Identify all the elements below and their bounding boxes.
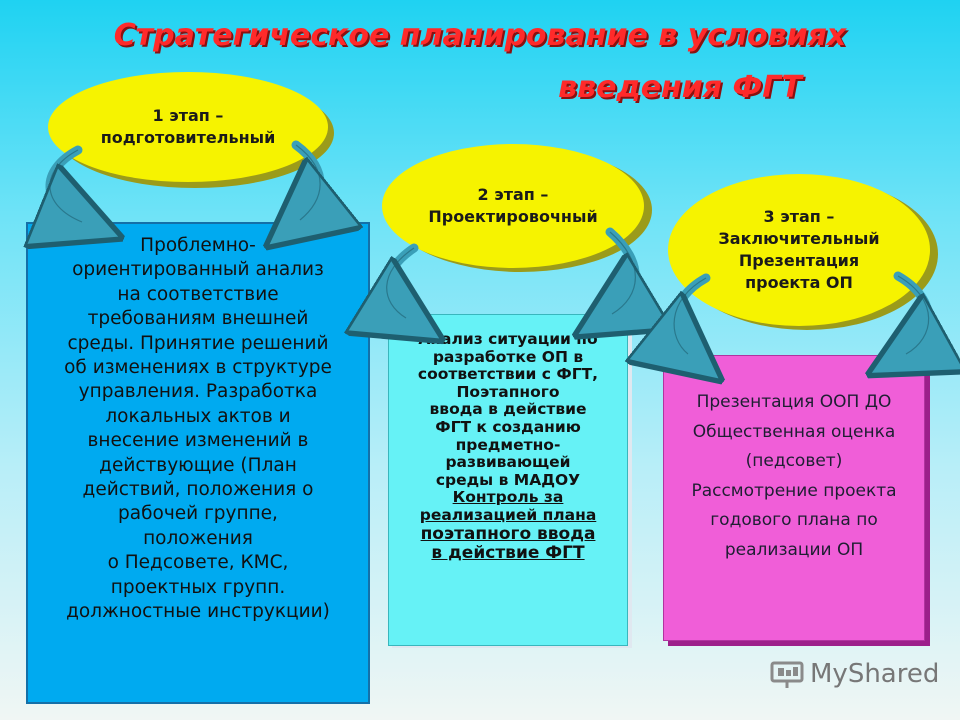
stage-1-label: 1 этап – подготовительный — [100, 106, 276, 147]
stage-2-description: Анализ ситуации по разработке ОП в соответствии с ФГТ, Поэтапного ввода в действие ФГТ к созданию предметно- развивающей среды в МАДОУ — [417, 330, 599, 489]
stage-2-label: 2 этап – Проектировочный — [428, 185, 598, 226]
stage-1-description: Проблемно- ориентированный анализ на соответствие требованиям внешней среды. Принятие решений об изменениях в структуре управления. Разработка локальных актов и внесение изменений в действующие (План действий, положения о рабочей группе, положения о Педсовете, КМС, проектных групп. должностные инструкции) — [64, 235, 332, 623]
stage-2-control-text: Контроль за реализацией плана — [419, 488, 597, 524]
title-line-1: Стратегическое планирование в условиях — [113, 18, 847, 53]
watermark-text: MyShared — [810, 659, 940, 689]
presentation-icon — [770, 659, 804, 689]
title-line-2: введения ФГТ — [558, 70, 802, 105]
stage-2-control-text-2: поэтапного ввода в действие ФГТ — [420, 523, 596, 563]
stage-3-description: Презентация ООП ДО Общественная оценка (педсовет) Рассмотрение проекта годового плана по реализации ОП — [691, 392, 897, 560]
stage-3-label: 3 этап – Заключительный Презентация проекта ОП — [718, 207, 880, 292]
myshared-logo — [770, 656, 939, 692]
stage-1-left-arrow — [50, 150, 82, 222]
